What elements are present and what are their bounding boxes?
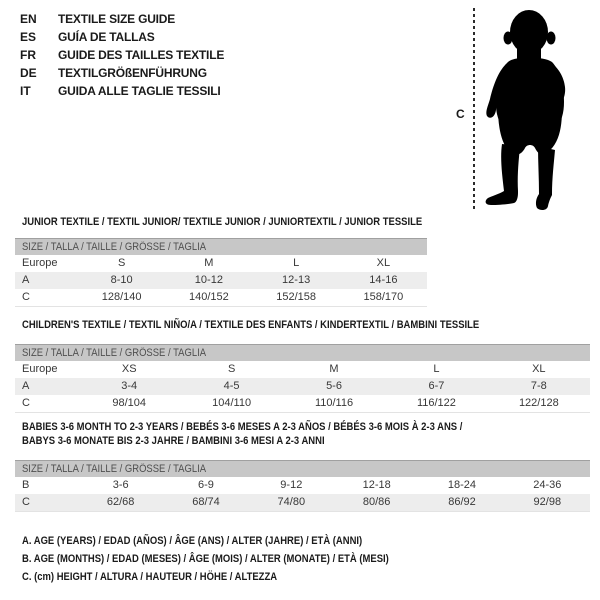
size-header-bar xyxy=(15,238,427,255)
row-label: A xyxy=(22,274,30,286)
table-title-line xyxy=(22,215,487,229)
language-code: DE xyxy=(20,66,37,80)
table-cell: 62/68 xyxy=(106,496,135,508)
table-cell: 3-6 xyxy=(112,479,129,491)
table-cell: XL xyxy=(376,257,391,269)
table-row xyxy=(15,255,427,272)
table-cell: 80/86 xyxy=(362,496,391,508)
table-row xyxy=(15,361,590,378)
table-cell: 110/116 xyxy=(314,397,354,409)
table-cell: 10-12 xyxy=(194,274,223,286)
size-header-bar xyxy=(15,344,590,361)
table-cell: 24-36 xyxy=(533,479,562,491)
table-cell: L xyxy=(293,257,300,269)
table-cell: 12-18 xyxy=(362,479,391,491)
row-label: B xyxy=(22,479,30,491)
table-cell: XL xyxy=(532,363,546,375)
height-measure-label: C xyxy=(456,107,465,121)
table-cell: 18-24 xyxy=(447,479,477,491)
language-title: TEXTILGRÖßENFÜHRUNG xyxy=(58,66,207,80)
table-title-text: CHILDREN'S TEXTILE / TEXTIL NIÑO/A / TEXTILE DES ENFANTS / KINDERTEXTIL / BAMBINI TESSILE xyxy=(22,319,480,331)
table-row xyxy=(15,477,590,494)
table-cell: 140/152 xyxy=(188,291,229,303)
table-cell: S xyxy=(117,257,126,269)
size-header-text: SIZE / TALLA / TAILLE / GRÖSSE / TAGLIA xyxy=(22,347,207,359)
language-title: GUÍA DE TALLAS xyxy=(58,30,155,44)
language-title: GUIDA ALLE TAGLIE TESSILI xyxy=(58,84,221,98)
baby-silhouette-icon xyxy=(484,4,576,214)
table-title-text: BABIES 3-6 MONTH TO 2-3 YEARS / BEBÉS 3-6 MESES A 2-3 AÑOS / BÉBÉS 3-6 MOIS À 2-3 ANS / xyxy=(22,421,463,433)
table-title-line xyxy=(22,420,534,434)
language-code: IT xyxy=(20,84,31,98)
table-cell: 6-9 xyxy=(198,479,214,491)
babies-table-title xyxy=(22,420,534,448)
table-cell: 128/140 xyxy=(101,291,142,303)
table-cell: XS xyxy=(121,363,137,375)
note-line xyxy=(22,568,582,586)
junior-table-title xyxy=(22,215,487,229)
table-cell: 158/170 xyxy=(363,291,404,303)
note-text: C. (cm) HEIGHT / ALTURA / HAUTEUR / HÖHE / ALTEZZA xyxy=(22,571,278,583)
size-header-text: SIZE / TALLA / TAILLE / GRÖSSE / TAGLIA xyxy=(22,463,207,475)
table-cell: M xyxy=(329,363,339,375)
table-cell: 104/110 xyxy=(212,397,252,409)
table-title-text: JUNIOR TEXTILE / TEXTIL JUNIOR/ TEXTILE JUNIOR / JUNIORTEXTIL / JUNIOR TESSILE xyxy=(22,216,423,228)
height-dashed-line xyxy=(473,8,475,212)
table-cell: 7-8 xyxy=(530,380,547,392)
table-cell: 152/158 xyxy=(276,291,316,303)
table-title-text: BABYS 3-6 MONATE BIS 2-3 JAHRE / BAMBINI 3-6 MESI A 2-3 ANNI xyxy=(22,435,325,447)
language-list xyxy=(20,10,450,100)
language-code: EN xyxy=(20,12,37,26)
row-label: Europe xyxy=(22,257,58,269)
table-cell: L xyxy=(433,363,440,375)
table-cell: 122/128 xyxy=(518,397,559,409)
language-code: FR xyxy=(20,48,36,62)
table-title-line xyxy=(22,318,554,332)
table-cell: 116/122 xyxy=(416,397,456,409)
row-label: C xyxy=(22,496,30,508)
row-label: Europe xyxy=(22,363,58,375)
table-row xyxy=(15,378,590,395)
table-row xyxy=(15,272,427,289)
note-text: B. AGE (MONTHS) / EDAD (MESES) / ÂGE (MOIS) / ALTER (MONATE) / ETÀ (MESI) xyxy=(22,553,389,565)
table-row xyxy=(15,289,427,306)
children-size-table xyxy=(15,344,590,413)
table-cell: 74/80 xyxy=(277,496,306,508)
table-row xyxy=(15,395,590,412)
table-cell: 86/92 xyxy=(448,496,476,508)
language-row xyxy=(20,10,450,28)
table-cell: 8-10 xyxy=(110,274,133,286)
row-label: C xyxy=(22,397,30,409)
table-cell: 68/74 xyxy=(192,496,220,508)
row-label: C xyxy=(22,291,30,303)
note-line xyxy=(22,550,582,568)
table-cell: M xyxy=(204,257,214,269)
language-row xyxy=(20,82,450,100)
table-row xyxy=(15,494,590,511)
table-cell: 6-7 xyxy=(428,380,445,392)
table-cell: 3-4 xyxy=(121,380,138,392)
row-label: A xyxy=(22,380,30,392)
babies-size-table xyxy=(15,460,590,512)
junior-size-table xyxy=(15,238,427,307)
notes-list xyxy=(22,532,582,586)
table-cell: 5-6 xyxy=(326,380,342,392)
language-title: TEXTILE SIZE GUIDE xyxy=(58,12,176,26)
table-cell: 98/104 xyxy=(112,397,147,409)
children-table-title xyxy=(22,318,554,332)
table-cell: 12-13 xyxy=(282,274,311,286)
table-title-line xyxy=(22,434,534,448)
note-line xyxy=(22,532,582,550)
language-row xyxy=(20,64,450,82)
table-cell: 14-16 xyxy=(369,274,398,286)
language-title: GUIDE DES TAILLES TEXTILE xyxy=(58,48,225,62)
table-cell: 92/98 xyxy=(533,496,562,508)
table-cell: 4-5 xyxy=(223,380,240,392)
table-cell: 9-12 xyxy=(280,479,303,491)
table-cell: S xyxy=(227,363,236,375)
language-row xyxy=(20,28,450,46)
size-header-bar xyxy=(15,460,590,477)
size-header-text: SIZE / TALLA / TAILLE / GRÖSSE / TAGLIA xyxy=(22,241,207,253)
language-code: ES xyxy=(20,30,37,44)
note-text: A. AGE (YEARS) / EDAD (AÑOS) / ÂGE (ANS) / ALTER (JAHRE) / ETÀ (ANNI) xyxy=(22,535,363,547)
language-row xyxy=(20,46,450,64)
